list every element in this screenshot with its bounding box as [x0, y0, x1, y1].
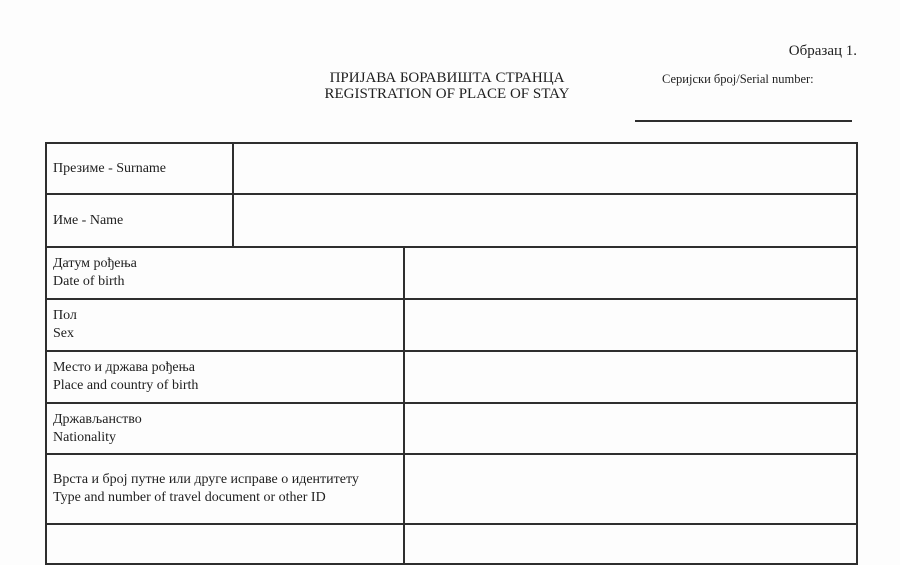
sex-label-cell	[46, 299, 404, 351]
travel-document-label-cell	[46, 454, 404, 524]
date-of-birth-label-en: Date of birth	[53, 274, 125, 289]
table-row-name	[46, 194, 857, 247]
surname-label: Презиме - Surname	[53, 160, 167, 176]
table-row-nationality	[46, 403, 857, 454]
table-row-place-of-birth	[46, 351, 857, 403]
name-value-cell	[233, 194, 857, 247]
nationality-label-cell	[46, 403, 404, 454]
serial-number-label: Серијски број/Serial number:	[662, 72, 814, 86]
form-title-english: REGISTRATION OF PLACE OF STAY	[324, 86, 570, 102]
date-of-birth-value-cell	[404, 247, 857, 299]
place-of-birth-label-sr: Место и држава рођења	[53, 360, 195, 375]
nationality-label-en: Nationality	[53, 429, 116, 445]
form-title-serbian: ПРИЈАВА БОРАВИШТА СТРАНЦА	[329, 70, 565, 86]
travel-document-value-cell	[404, 454, 857, 524]
registration-form-table	[45, 142, 858, 565]
table-row-partial	[46, 524, 857, 564]
sex-label-en: Sex	[53, 326, 74, 341]
surname-label-cell	[46, 143, 233, 194]
nationality-label-sr: Држављанство	[53, 411, 142, 427]
sex-label-sr: Пол	[53, 308, 77, 323]
place-of-birth-label-en: Place and country of birth	[53, 378, 199, 393]
place-of-birth-label-cell	[46, 351, 404, 403]
form-title	[247, 70, 647, 102]
name-label-cell	[46, 194, 233, 247]
travel-document-label-sr: Врста и број путне или друге исправе о идентитету	[53, 472, 359, 487]
place-of-birth-value-cell	[404, 351, 857, 403]
travel-document-label-en: Type and number of travel document or other ID	[53, 490, 326, 505]
surname-value-cell	[233, 143, 857, 194]
date-of-birth-label-sr: Датум рођења	[53, 256, 137, 271]
table-row-surname	[46, 143, 857, 194]
name-label: Име - Name	[53, 212, 124, 228]
table-row-sex	[46, 299, 857, 351]
partial-row-value-cell	[404, 524, 857, 564]
sex-value-cell	[404, 299, 857, 351]
nationality-value-cell	[404, 403, 857, 454]
table-row-travel-document	[46, 454, 857, 524]
partial-row-label-cell	[46, 524, 404, 564]
serial-number-line	[635, 120, 852, 122]
table-row-date-of-birth	[46, 247, 857, 299]
form-number: Образац 1.	[788, 43, 857, 59]
date-of-birth-label-cell	[46, 247, 404, 299]
